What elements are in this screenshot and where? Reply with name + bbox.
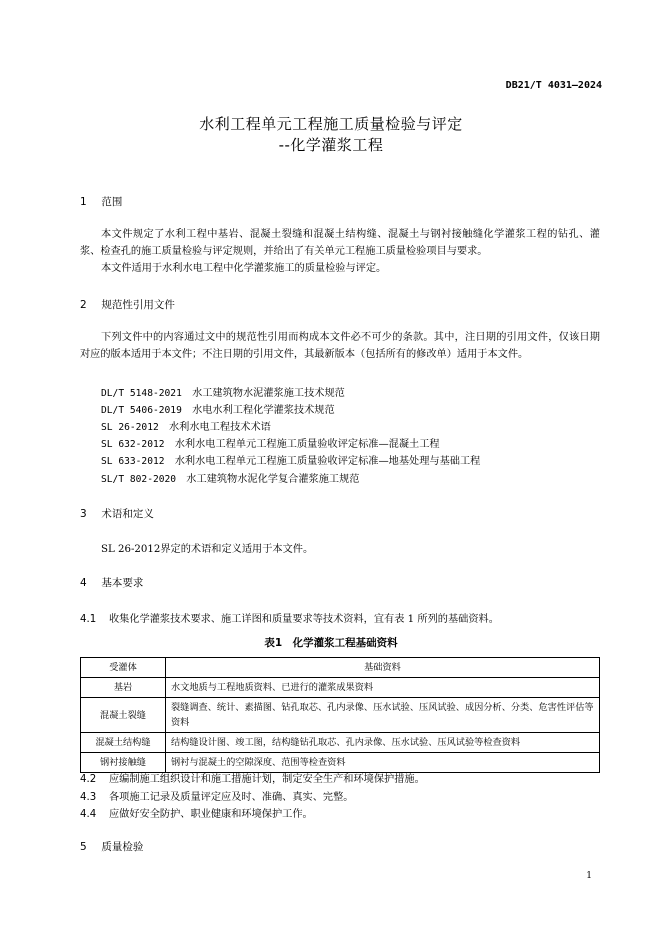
clause-text: 应编制施工组织设计和施工措施计划，制定安全生产和环境保护措施。 (109, 774, 425, 785)
section-number: 3 (80, 508, 87, 520)
table-row (81, 733, 600, 753)
section-4-heading (80, 575, 143, 590)
reference-code: SL 632-2012 (101, 439, 165, 450)
table-cell: 基岩 (81, 678, 166, 698)
page-number: 1 (586, 871, 592, 881)
standard-number: DB21/T 4031—2024 (505, 80, 602, 91)
table-cell: 水文地质与工程地质资料、已进行的灌浆成果资料 (166, 678, 600, 698)
clause-4-2 (80, 770, 425, 785)
table-cell: 钢衬接触缝 (81, 753, 166, 773)
table-caption: 表1 化学灌浆工程基础资料 (264, 637, 398, 649)
table-cell: 混凝土结构缝 (81, 733, 166, 753)
reference-code: SL 633-2012 (101, 456, 165, 467)
reference-code: SL/T 802-2020 (101, 474, 177, 485)
paragraph: 下列文件中的内容通过文中的规范性引用而构成本文件必不可少的条款。其中，注日期的引用文件，仅该日期对应的版本适用于本文件；不注日期的引用文件，其最新版本（包括所有的修改单）适用于本文件。 (80, 332, 600, 360)
clause-text: 收集化学灌浆技术要求、施工详图和质量要求等技术资料，宜有表 1 所列的基础资料。 (109, 614, 499, 625)
clause-number: 4.1 (80, 614, 97, 625)
section-2-intro (80, 329, 600, 363)
reference-title: 水工建筑物水泥灌浆施工技术规范 (192, 388, 345, 399)
table-row (81, 678, 600, 698)
section-3-body: SL 26-2012界定的术语和定义适用于本文件。 (101, 544, 314, 555)
clause-4-1 (80, 610, 499, 625)
section-number: 4 (80, 577, 87, 589)
section-number: 1 (80, 196, 87, 208)
table-header-row (81, 658, 600, 678)
table-header-cell: 基础资料 (166, 658, 600, 678)
section-number: 5 (80, 841, 87, 853)
table-cell: 结构缝设计图、竣工图，结构缝钻孔取芯、孔内录像、压水试验、压风试验等检查资料 (166, 733, 600, 753)
table-cell: 裂缝调查、统计、素描图、钻孔取芯、孔内录像、压水试验、压风试验、成因分析、分类、危害性评估等资料 (166, 698, 600, 733)
section-title: 范围 (101, 196, 123, 208)
doc-subtitle: --化学灌浆工程 (278, 136, 384, 154)
reference-item (101, 470, 359, 485)
reference-item (101, 418, 271, 433)
clause-number: 4.3 (80, 792, 97, 803)
doc-title: 水利工程单元工程施工质量检验与评定 (199, 115, 463, 133)
section-number: 2 (80, 299, 87, 311)
clause-4-3 (80, 788, 354, 803)
table-cell: 混凝土裂缝 (81, 698, 166, 733)
clause-number: 4.2 (80, 774, 97, 785)
reference-item (101, 384, 345, 399)
reference-title: 水利水电工程单元工程施工质量验收评定标准—混凝土工程 (174, 439, 440, 450)
clause-4-4 (80, 805, 313, 820)
section-5-heading (80, 839, 143, 854)
section-1-heading (80, 194, 122, 209)
table-row (81, 698, 600, 733)
section-3-heading (80, 506, 154, 521)
section-title: 基本要求 (101, 577, 144, 589)
table-cell: 钢衬与混凝土的空隙深度、范围等检查资料 (166, 753, 600, 773)
reference-title: 水工建筑物水泥化学复合灌浆施工规范 (186, 474, 360, 485)
reference-title: 水利水电工程技术术语 (168, 422, 271, 433)
clause-text: 各项施工记录及质量评定应及时、准确、真实、完整。 (109, 792, 354, 803)
reference-code: DL/T 5406-2019 (101, 405, 182, 416)
reference-item (101, 452, 480, 467)
section-title: 术语和定义 (101, 508, 154, 520)
section-title: 质量检验 (101, 841, 144, 853)
clause-text: 应做好安全防护、职业健康和环境保护工作。 (109, 809, 313, 820)
section-1-body (80, 226, 600, 277)
reference-code: SL 26-2012 (101, 422, 159, 433)
clause-number: 4.4 (80, 809, 97, 820)
reference-title: 水电水利工程化学灌浆技术规范 (192, 405, 335, 416)
paragraph: 本文件适用于水利水电工程中化学灌浆施工的质量检验与评定。 (101, 263, 387, 274)
reference-item (101, 435, 440, 450)
paragraph: 本文件规定了水利工程中基岩、混凝土裂缝和混凝土结构缝、混凝土与钢衬接触缝化学灌浆工程的钻孔、灌浆、检查孔的施工质量检验与评定规则，并给出了有关单元工程施工质量检验项目与要求。 (80, 229, 600, 257)
basic-data-table (80, 657, 600, 773)
reference-title: 水利水电工程单元工程施工质量验收评定标准—地基处理与基础工程 (174, 456, 481, 467)
table-header-cell: 受灌体 (81, 658, 166, 678)
section-title: 规范性引用文件 (101, 299, 175, 311)
section-2-heading (80, 297, 175, 312)
reference-item (101, 401, 335, 416)
reference-code: DL/T 5148-2021 (101, 388, 182, 399)
